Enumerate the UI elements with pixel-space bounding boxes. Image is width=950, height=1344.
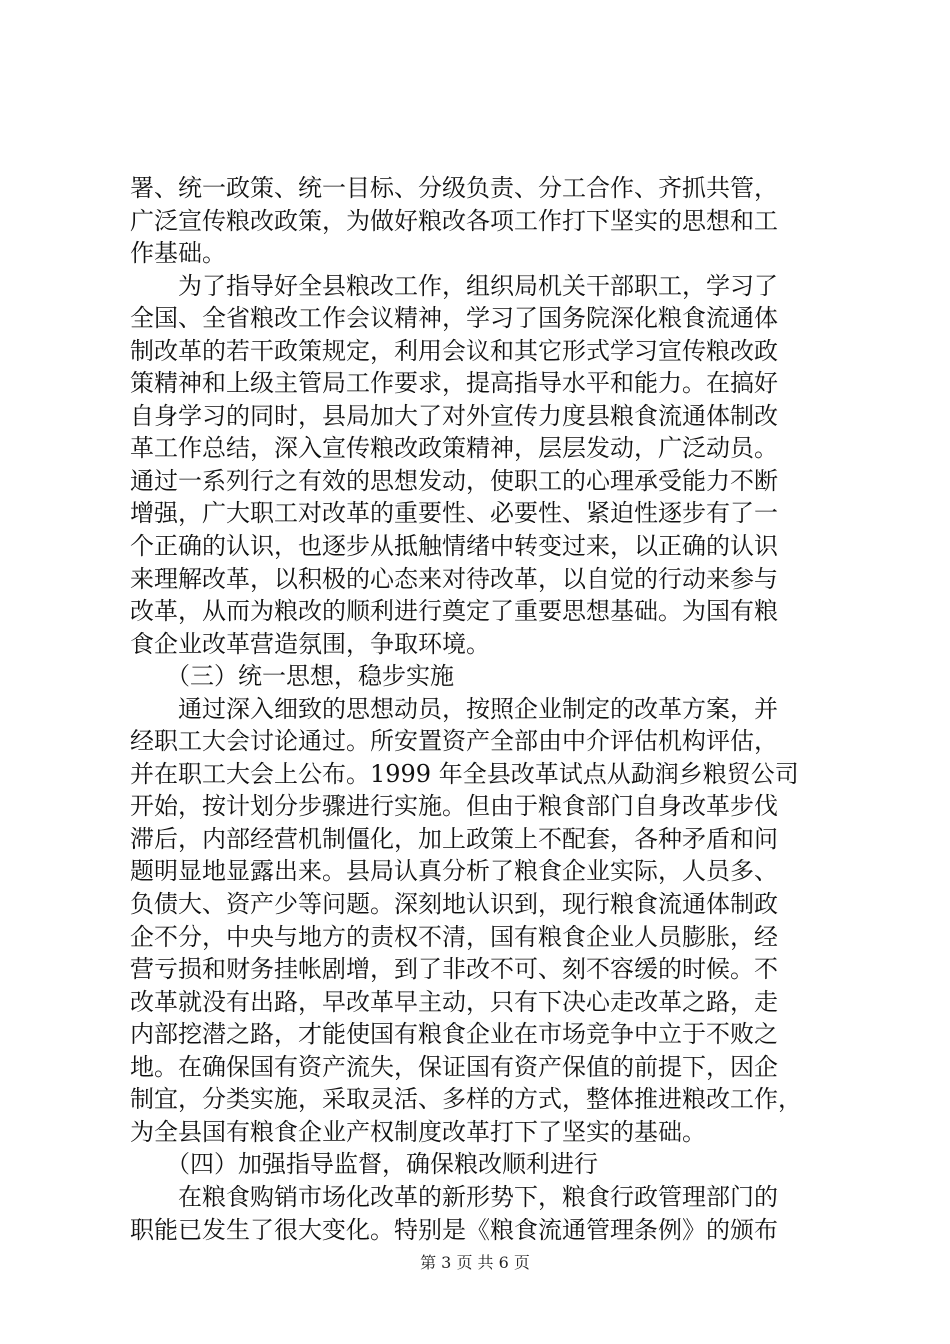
text-line: 通过深入细致的思想动员，按照企业制定的改革方案，并	[130, 694, 778, 723]
section-heading: （三）统一思想，稳步实施	[130, 662, 454, 691]
text-line: 改革就没有出路，早改革早主动，只有下决心走改革之路，走	[130, 987, 778, 1016]
text-line: 内部挖潜之路，才能使国有粮食企业在市场竞争中立于不败之	[130, 1020, 778, 1049]
page-footer: 第 3 页 共 6 页	[420, 1253, 530, 1272]
text-line: 地。在确保国有资产流失，保证国有资产保值的前提下，因企	[130, 1052, 778, 1081]
text-line: 革工作总结，深入宣传粮改政策精神，层层发动，广泛动员。	[130, 434, 778, 463]
text-line: 制改革的若干政策规定，利用会议和其它形式学习宣传粮改政	[130, 336, 778, 365]
text-line: 来理解改革，以积极的心态来对待改革，以自觉的行动来参与	[130, 564, 778, 593]
text-line: 开始，按计划分步骤进行实施。但由于粮食部门自身改革步伐	[130, 792, 778, 821]
text-line: 食企业改革营造氛围，争取环境。	[130, 629, 490, 658]
text-line: 负债大、资产少等问题。深刻地认识到，现行粮食流通体制政	[130, 890, 778, 919]
text-line: 策精神和上级主管局工作要求，提高指导水平和能力。在搞好	[130, 369, 778, 398]
text-line: 个正确的认识，也逐步从抵触情绪中转变过来，以正确的认识	[130, 532, 778, 561]
text-line: 营亏损和财务挂帐剧增，到了非改不可、刻不容缓的时候。不	[130, 955, 778, 984]
text-line: 职能已发生了很大变化。特别是《粮食流通管理条例》的颁布	[130, 1215, 778, 1244]
text-line: 自身学习的同时，县局加大了对外宣传力度县粮食流通体制改	[130, 401, 778, 430]
text-line: 题明显地显露出来。县局认真分析了粮食企业实际，人员多、	[130, 857, 778, 886]
text-line: 广泛宣传粮改政策，为做好粮改各项工作打下坚实的思想和工	[130, 206, 778, 235]
text-line: 企不分，中央与地方的责权不清，国有粮食企业人员膨胀，经	[130, 922, 778, 951]
text-line: 增强，广大职工对改革的重要性、必要性、紧迫性逐步有了一	[130, 499, 778, 528]
body-text	[130, 172, 840, 1246]
text-line: 改革，从而为粮改的顺利进行奠定了重要思想基础。为国有粮	[130, 597, 778, 626]
text-line: 并在职工大会上公布。1999 年全县改革试点从勐润乡粮贸公司	[130, 759, 799, 788]
text-line: 制宜，分类实施，采取灵活、多样的方式，整体推进粮改工作，	[130, 1085, 802, 1114]
text-line: 作基础。	[130, 239, 226, 268]
text-line: 通过一系列行之有效的思想发动，使职工的心理承受能力不断	[130, 466, 778, 495]
text-line: 为全县国有粮食企业产权制度改革打下了坚实的基础。	[130, 1117, 706, 1146]
text-line: 为了指导好全县粮改工作，组织局机关干部职工，学习了	[130, 271, 778, 300]
text-line: 署、统一政策、统一目标、分级负责、分工合作、齐抓共管，	[130, 174, 778, 202]
text-line: 全国、全省粮改工作会议精神，学习了国务院深化粮食流通体	[130, 304, 778, 333]
section-heading: （四）加强指导监督，确保粮改顺利进行	[130, 1150, 598, 1179]
text-line: 经职工大会讨论通过。所安置资产全部由中介评估机构评估，	[130, 727, 778, 756]
text-line: 在粮食购销市场化改革的新形势下，粮食行政管理部门的	[130, 1182, 778, 1211]
text-line: 滞后，内部经营机制僵化，加上政策上不配套，各种矛盾和问	[130, 824, 778, 853]
